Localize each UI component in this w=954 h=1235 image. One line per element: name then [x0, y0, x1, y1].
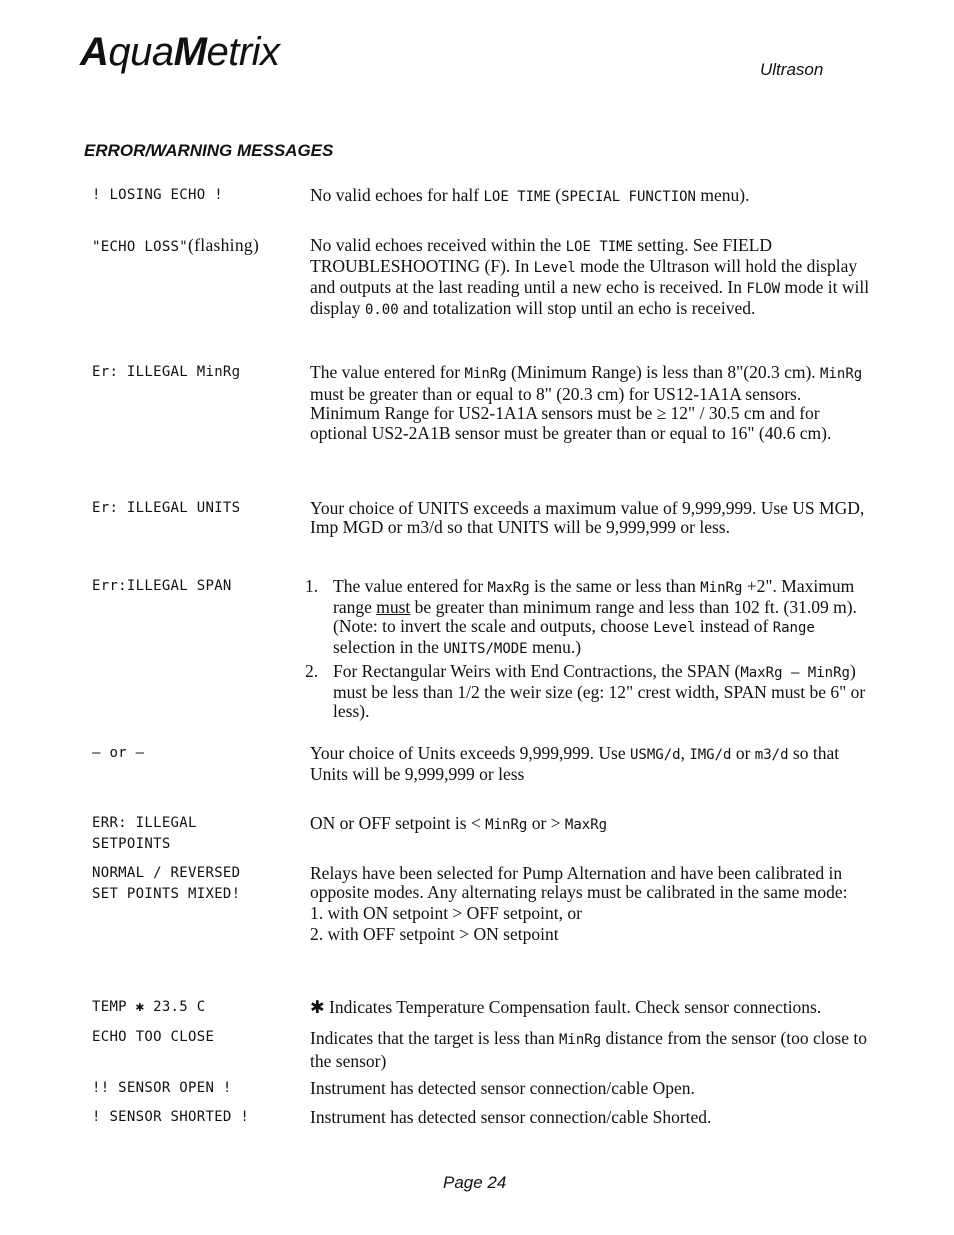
message-code-illegal-minrg: Er: ILLEGAL MinRg	[92, 364, 241, 380]
section-title: ERROR/WARNING MESSAGES	[84, 141, 334, 160]
message-code-illegal-span: Err:ILLEGAL SPAN	[92, 578, 232, 594]
message-code-losing-echo: ! LOSING ECHO !	[92, 187, 223, 203]
message-code-normal-reversed: NORMAL / REVERSED SET POINTS MIXED!	[92, 865, 241, 902]
message-desc-sensor-shorted: Instrument has detected sensor connection/cable Shorted.	[310, 1107, 712, 1127]
message-desc-normal-reversed: Relays have been selected for Pump Alternation and have been calibrated in opposite modes. Any alternating relays must be calibrated in the same mode: 1. with ON setpoint > OFF setpoint, or 2. with OFF setpoint > ON setpoint	[310, 863, 848, 944]
message-code-illegal-setpoints: ERR: ILLEGAL SETPOINTS	[92, 815, 197, 852]
message-code-or: – or –	[92, 745, 145, 761]
message-desc-echo-loss: No valid echoes received within the LOE TIME setting. See FIELD TROUBLESHOOTING (F). In Level mode the Ultrason will hold the display and outputs at the last reading until a new echo is received. In FLOW mode it will display 0.00 and totalization will stop until an echo is received.	[310, 235, 870, 318]
page-number: Page 24	[443, 1173, 507, 1192]
message-desc-echo-too-close: Indicates that the target is less than MinRg distance from the sensor (too close to the sensor)	[310, 1028, 867, 1071]
message-desc-sensor-open: Instrument has detected sensor connection/cable Open.	[310, 1078, 695, 1098]
message-code-sensor-open: !! SENSOR OPEN !	[92, 1080, 232, 1096]
message-code-echo-too-close: ECHO TOO CLOSE	[92, 1029, 215, 1045]
list-item: 2. For Rectangular Weirs with End Contractions, the SPAN (MaxRg – MinRg) must be less than 1/2 the weir size (eg: 12" crest width, SPAN must be 6" or less).	[305, 661, 866, 721]
message-desc-illegal-span	[305, 577, 870, 721]
message-desc-illegal-units: Your choice of UNITS exceeds a maximum value of 9,999,999. Use US MGD, Imp MGD or m3/d so that UNITS will be 9,999,999 or less.	[310, 498, 865, 537]
product-name: Ultrason	[760, 60, 824, 79]
message-desc-illegal-setpoints: ON or OFF setpoint is < MinRg or > MaxRg	[310, 813, 608, 833]
message-code-illegal-units: Er: ILLEGAL UNITS	[92, 500, 241, 516]
message-desc-temp: ✱ Indicates Temperature Compensation fault. Check sensor connections.	[310, 997, 822, 1017]
message-desc-illegal-minrg: The value entered for MinRg (Minimum Range) is less than 8"(20.3 cm). MinRg must be greater than or equal to 8" (20.3 cm) for US12-1A1A sensors. Minimum Range for US2-1A1A sensors must be ≥ 12" / 30.5 cm and for optional US2-2A1B sensor must be greater than or equal to 16" (40.6 cm).	[310, 362, 863, 443]
message-code-temp: TEMP ✱ 23.5 C	[92, 999, 206, 1015]
aquametrix-logo: AquaMetrix	[80, 30, 280, 74]
message-code-echo-loss: "ECHO LOSS"(flashing)	[92, 235, 260, 255]
list-item: 1. The value entered for MaxRg is the same or less than MinRg +2". Maximum range must be greater than minimum range and less than 102 ft. (31.09 m). (Note: to invert the scale and outputs, choose Level instead of Range selection in the UNITS/MODE menu.)	[305, 576, 857, 657]
asterisk-icon: ✱	[310, 997, 325, 1017]
message-code-sensor-shorted: ! SENSOR SHORTED !	[92, 1109, 250, 1125]
message-desc-losing-echo: No valid echoes for half LOE TIME (SPECIAL FUNCTION menu).	[310, 185, 750, 205]
message-desc-or: Your choice of Units exceeds 9,999,999. Use USMG/d, IMG/d or m3/d so that Units will be 9,999,999 or less	[310, 743, 840, 784]
